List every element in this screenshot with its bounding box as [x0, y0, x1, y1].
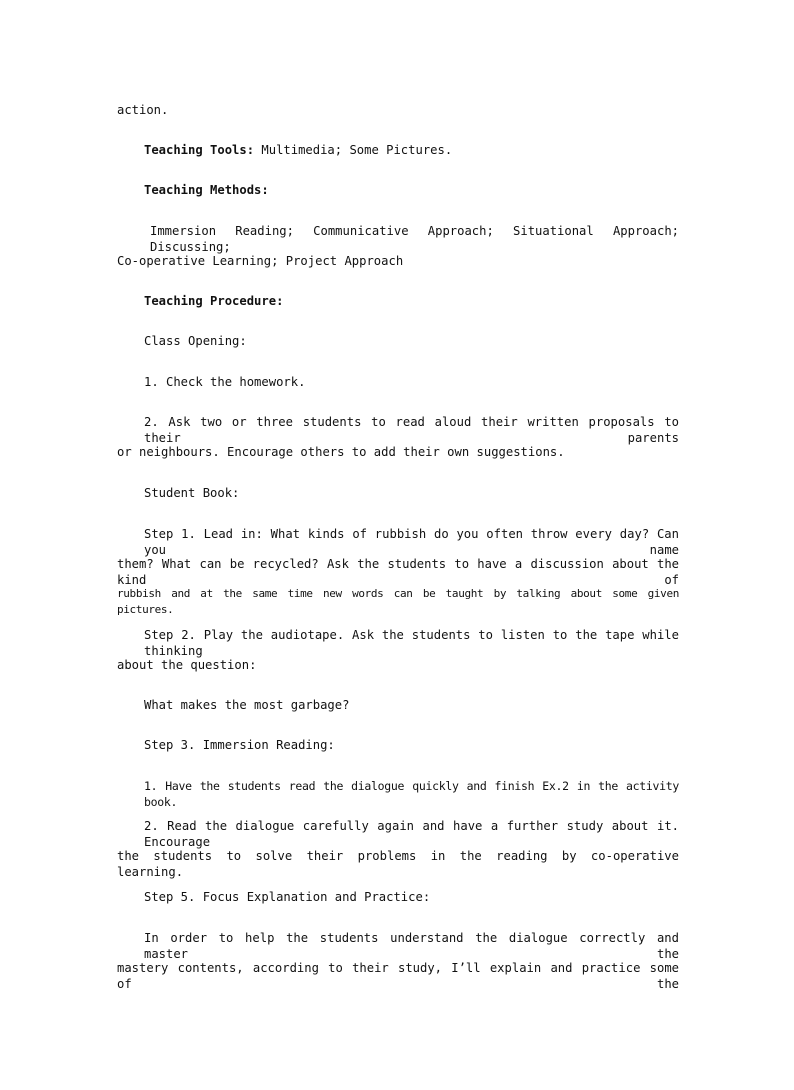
text-line: In order to help the students understand the dialogue correctly and master the [144, 931, 679, 961]
text-line: the students to solve their problems in the reading by co-operative learning. [117, 849, 679, 879]
teaching-tools-line [144, 142, 679, 158]
text-line: about the question: [117, 658, 257, 672]
text-line: Step 2. Play the audiotape. Ask the students to listen to the tape while thinking [144, 628, 679, 658]
text-line: 1. Check the homework. [144, 375, 306, 389]
text-line: 2. Read the dialogue carefully again and have a further study about it. Encourage [144, 819, 679, 849]
teaching-methods-heading: Teaching Methods: [144, 183, 269, 197]
text-line: Immersion Reading; Communicative Approach; Situational Approach; Discussing; [150, 224, 679, 254]
text-line: Student Book: [144, 486, 240, 500]
teaching-tools-value: Multimedia; Some Pictures. [254, 143, 453, 157]
text-line: 1. Have the students read the dialogue quickly and finish Ex.2 in the activity book. [144, 779, 679, 809]
text-line: or neighbours. Encourage others to add their own suggestions. [117, 445, 565, 459]
teaching-procedure-heading: Teaching Procedure: [144, 294, 284, 308]
text-line: 2. Ask two or three students to read aloud their written proposals to their parents [144, 415, 679, 445]
text-line: mastery contents, according to their study, I’ll explain and practice some of the [117, 961, 679, 991]
text-line: Class Opening: [144, 334, 247, 348]
text-line: Step 3. Immersion Reading: [144, 738, 335, 752]
text-line: them? What can be recycled? Ask the students to have a discussion about the kind of [117, 557, 679, 587]
text-line: Step 1. Lead in: What kinds of rubbish do you often throw every day? Can you name [144, 527, 679, 557]
text-line: action. [117, 103, 169, 117]
text-line: What makes the most garbage? [144, 698, 350, 712]
text-line: Co-operative Learning; Project Approach [117, 254, 404, 268]
text-line: rubbish and at the same time new words can be taught by talking about some given pictures. [117, 587, 679, 616]
teaching-tools-label: Teaching Tools: [144, 143, 255, 157]
text-line: Step 5. Focus Explanation and Practice: [144, 890, 431, 904]
